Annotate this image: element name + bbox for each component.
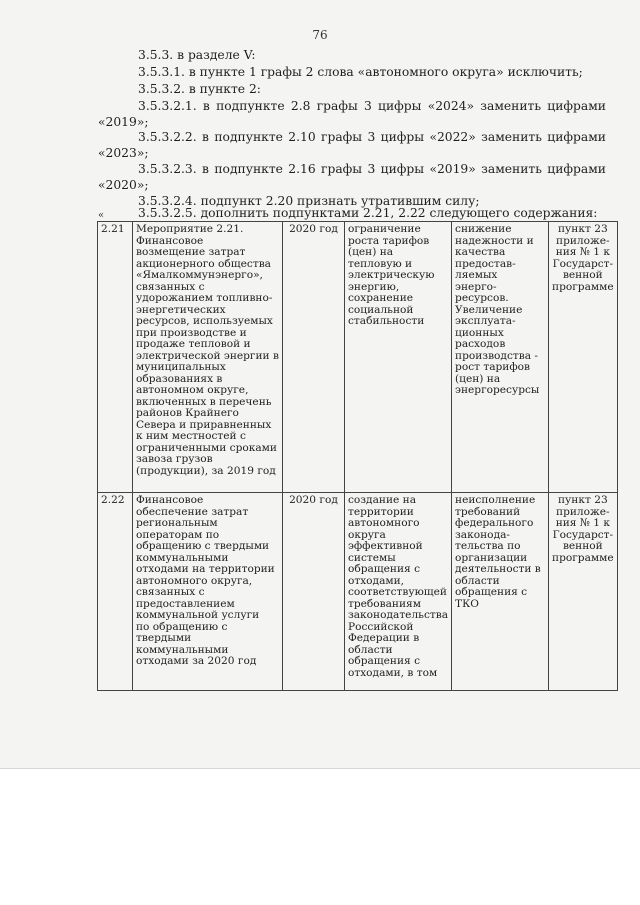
opening-quote-mark: «: [98, 210, 105, 221]
expected-result-cell: создание на территории автономного округа эффективной системы обращения с отходами, соответствующей требованиям законодательства Российской Федерации в области обращения с отходами, в том: [344, 493, 451, 691]
paragraph-3-5-3: 3.5.3. в разделе V:: [138, 48, 256, 62]
reference-cell: пункт 23 приложе- ния № 1 к Государст- венной программе: [549, 222, 618, 493]
paragraph-3-5-3-2: 3.5.3.2. в пункте 2:: [138, 82, 261, 96]
measure-name-cell: Финансовое обеспечение затрат региональным операторам по обращению с твердыми коммунальными отходами на территории автономного округа, связанных с предоставлением коммунальной услуги по обращению с твердыми коммунальными отходами за 2020 год: [133, 493, 283, 691]
paragraph-3-5-3-2-2-cont: «2023»;: [98, 146, 149, 160]
paragraph-3-5-3-2-4: 3.5.3.2.4. подпункт 2.20 признать утратившим силу;: [138, 194, 480, 208]
paragraph-3-5-3-2-3: 3.5.3.2.3. в подпункте 2.16 графы 3 цифры «2019» заменить цифрами: [138, 162, 606, 176]
year-cell: 2020 год: [282, 222, 344, 493]
table-row: [98, 222, 618, 493]
page-number: 76: [312, 28, 328, 42]
paragraph-3-5-3-2-1: 3.5.3.2.1. в подпункте 2.8 графы 3 цифры «2024» заменить цифрами: [138, 99, 606, 113]
risk-cell: снижение надежности и качества предостав- ляемых энерго- ресурсов. Увеличение эксплуата- ционных расходов производства - рост тарифов (цен) на энергоресурсы: [452, 222, 549, 493]
subprogram-table: [97, 221, 618, 691]
risk-cell: неисполнение требований федерального законода- тельства по организации деятельности в области обращения с ТКО: [452, 493, 549, 691]
paragraph-3-5-3-1: 3.5.3.1. в пункте 1 графы 2 слова «автономного округа» исключить;: [138, 65, 583, 79]
table-row: [98, 493, 618, 691]
paragraph-3-5-3-2-3-cont: «2020»;: [98, 178, 149, 192]
paragraph-3-5-3-2-5: 3.5.3.2.5. дополнить подпунктами 2.21, 2.22 следующего содержания:: [138, 206, 598, 220]
paragraph-3-5-3-2-1-cont: «2019»;: [98, 115, 149, 129]
row-number-cell: 2.22: [98, 493, 133, 691]
expected-result-cell: ограничение роста тарифов (цен) на тепловую и электрическую энергию, сохранение социальной стабильности: [344, 222, 451, 493]
paragraph-3-5-3-2-2: 3.5.3.2.2. в подпункте 2.10 графы 3 цифры «2022» заменить цифрами: [138, 130, 606, 144]
measure-name-cell: Мероприятие 2.21. Финансовое возмещение затрат акционерного общества «Ямалкоммунэнерго», связанных с удорожанием топливно- энергетических ресурсов, используемых при производстве и продаже тепловой и электрической энергии в муниципальных образованиях в автономном округе, включенных в перечень районов Крайнего Севера и приравненных к ним местностей с ограниченными сроками завоза грузов (продукции), за 2019 год: [133, 222, 283, 493]
row-number-cell: 2.21: [98, 222, 133, 493]
reference-cell: пункт 23 приложе- ния № 1 к Государст- венной программе: [549, 493, 618, 691]
year-cell: 2020 год: [282, 493, 344, 691]
